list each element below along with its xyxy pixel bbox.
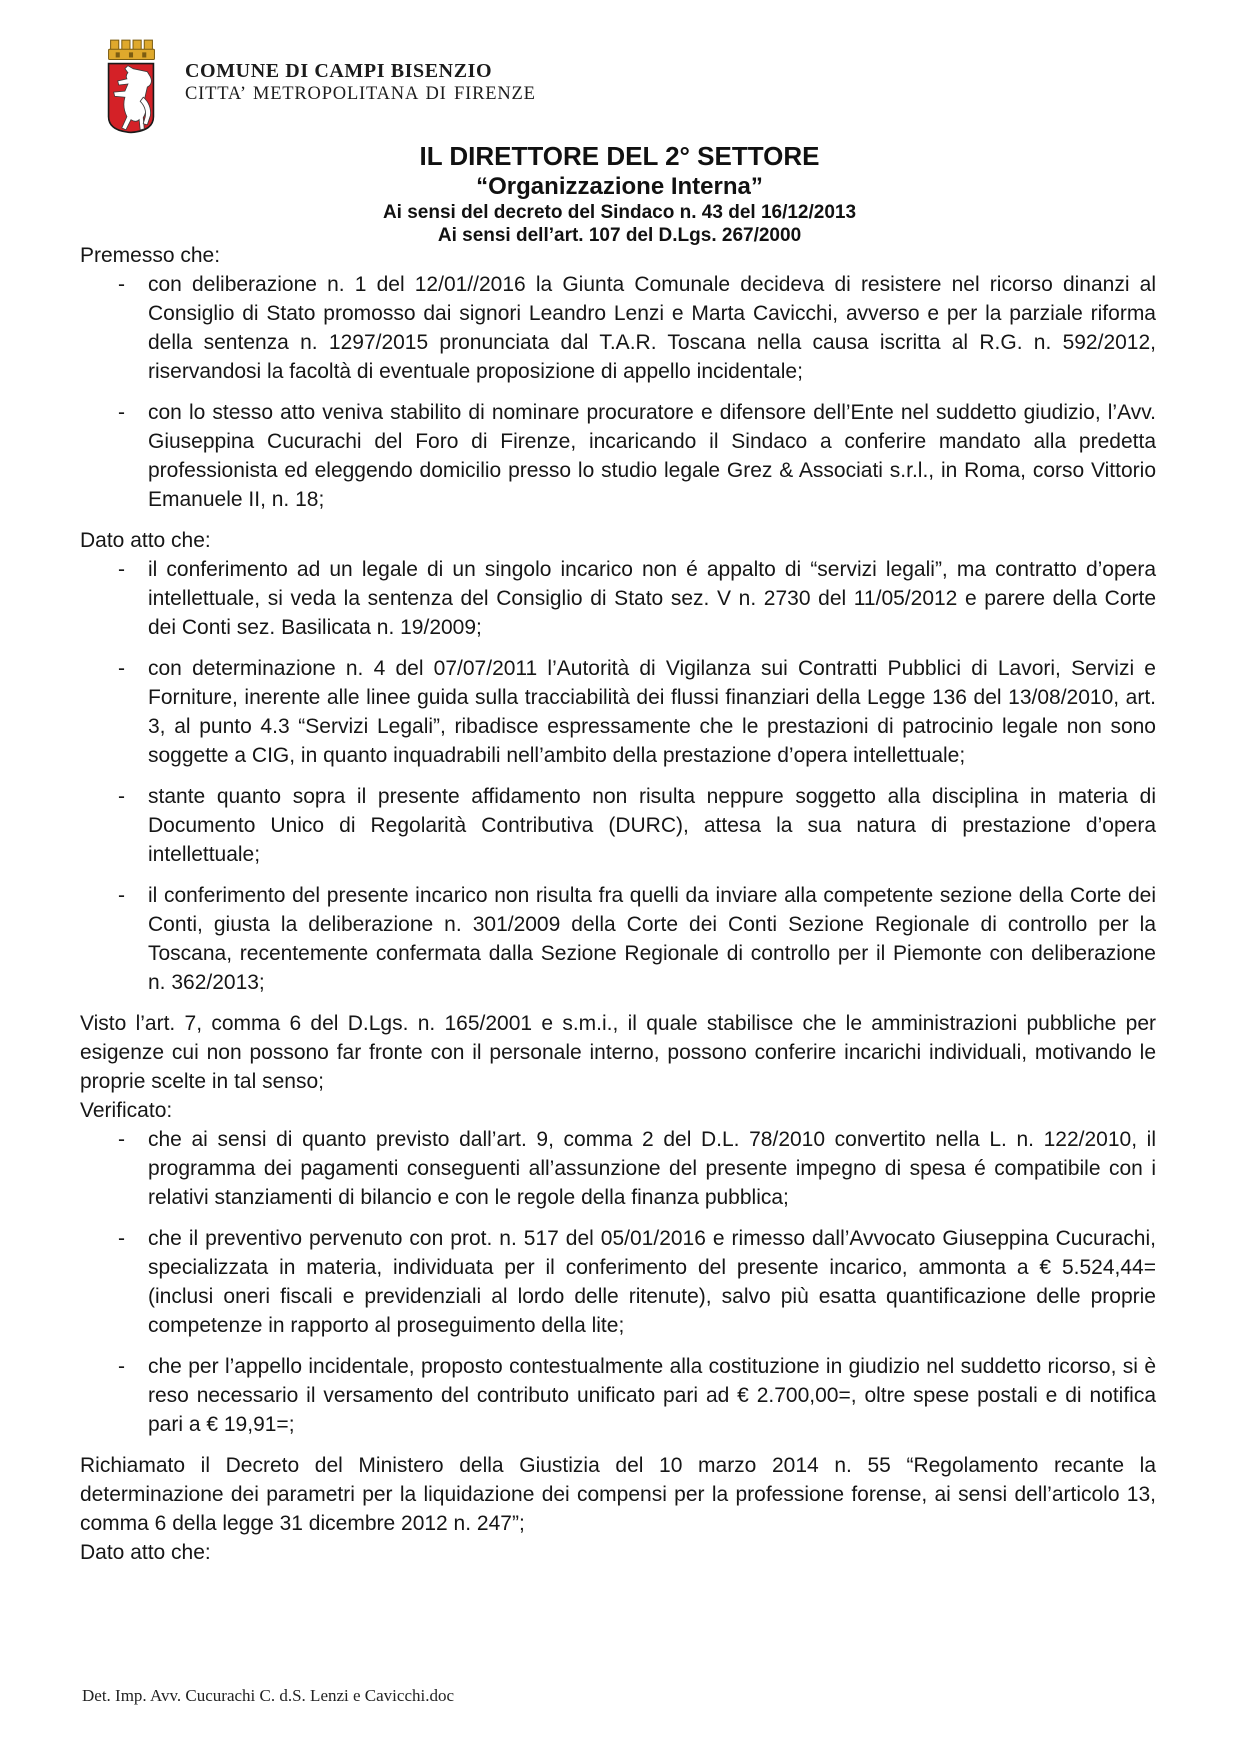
list-item-text: il conferimento ad un legale di un singolo incarico non é appalto di “servizi legali”, ma contratto d’opera intellettuale, si veda la sentenza del Consiglio di Stato sez. V n. 2730 del 11/05/2012 e parere della Corte dei Conti sez. Basilicata n. 19/2009; (148, 558, 1156, 639)
list-item-text: stante quanto sopra il presente affidamento non risulta neppure soggetto alla disciplina in materia di Documento Unico di Regolarità Contributiva (DURC), attesa la sua natura di prestazione d’opera intellettuale; (148, 785, 1156, 866)
bullet-dash: - (118, 785, 125, 808)
footer-filename: Det. Imp. Avv. Cucurachi C. d.S. Lenzi e Cavicchi.doc (82, 1686, 455, 1705)
coat-of-arms-icon (99, 34, 163, 136)
list-item-text: con deliberazione n. 1 del 12/01//2016 la Giunta Comunale decideva di resistere nel ricorso dinanzi al Consiglio di Stato promosso dai signori Leandro Lenzi e Marta Cavicchi, avverso e per la parziale riforma della sentenza n. 1297/2015 pronunciata dal T.A.R. Toscana nella causa iscritta al R.G. n. 592/2012, riservandosi la facoltà di eventuale proposizione di appello incidentale; (148, 273, 1156, 383)
bullet-dash: - (118, 1128, 125, 1151)
list-item (80, 1352, 1156, 1439)
list-item-text: il conferimento del presente incarico non risulta fra quelli da inviare alla competente sezione della Corte dei Conti, giusta la deliberazione n. 301/2009 della Corte dei Conti Sezione Regionale di controllo per la Toscana, recentemente confermata dalla Sezione Regionale di controllo per il Piemonte con deliberazione n. 362/2013; (148, 884, 1156, 994)
bullet-dash: - (118, 884, 125, 907)
title-block (0, 141, 1239, 247)
list-item (80, 270, 1156, 386)
list-item (80, 555, 1156, 642)
document-body (80, 241, 1156, 1567)
bullet-dash: - (118, 273, 125, 296)
paragraph-visto: Visto l’art. 7, comma 6 del D.Lgs. n. 165/2001 e s.m.i., il quale stabilisce che le amministrazioni pubbliche per esigenze cui non possono far fronte con il personale interno, possono conferire incarichi individuali, motivando le proprie scelte in tal senso; (80, 1012, 1156, 1093)
bullet-dash: - (118, 1355, 125, 1378)
org-name: COMUNE DI CAMPI BISENZIO (185, 60, 493, 82)
list-item (80, 654, 1156, 770)
bullet-dash: - (118, 401, 125, 424)
list-item (80, 782, 1156, 869)
list-item (80, 1224, 1156, 1340)
list-item-text: che per l’appello incidentale, proposto contestualmente alla costituzione in giudizio nel suddetto ricorso, si è reso necessario il versamento del contributo unificato pari ad € 2.700,00=, oltre spese postali e di notifica pari a € 19,91=; (148, 1355, 1156, 1436)
page-subtitle: “Organizzazione Interna” (476, 173, 763, 200)
list-item-text: con determinazione n. 4 del 07/07/2011 l’Autorità di Vigilanza sui Contratti Pubblici di Lavori, Servizi e Forniture, inerente alle linee guida sulla tracciabilità dei flussi finanziari della Legge 136 del 13/08/2010, art. 3, al punto 4.3 “Servizi Legali”, ribadisce espressamente che le prestazioni di patrocinio legale non sono soggette a CIG, in quanto inquadrabili nell’ambito della prestazione d’opera intellettuale; (148, 657, 1156, 767)
title-reference-1: Ai sensi del decreto del Sindaco n. 43 del 16/12/2013 (382, 202, 857, 223)
section-heading-premesso: Premesso che: (80, 244, 221, 267)
crown-icon (109, 40, 155, 59)
title-reference-2: Ai sensi dell’art. 107 del D.Lgs. 267/2000 (437, 225, 802, 246)
section-heading-dato-atto: Dato atto che: (80, 529, 211, 552)
paragraph-richiamato: Richiamato il Decreto del Ministero della Giustizia del 10 marzo 2014 n. 55 “Regolamento recante la determinazione dei parametri per la liquidazione dei compensi per la professione forense, ai sensi dell’articolo 13, comma 6 della legge 31 dicembre 2012 n. 247”; (80, 1454, 1156, 1535)
section-heading-verificato: Verificato: (80, 1099, 173, 1122)
list-item-text: con lo stesso atto veniva stabilito di nominare procuratore e difensore dell’Ente nel suddetto giudizio, l’Avv. Giuseppina Cucurachi del Foro di Firenze, incaricando il Sindaco a conferire mandato alla predetta professionista ed eleggendo domicilio presso lo studio legale Grez & Associati s.r.l., in Roma, corso Vittorio Emanuele II, n. 18; (148, 401, 1156, 511)
letterhead-text (185, 59, 536, 105)
bullet-dash: - (118, 1227, 125, 1250)
letterhead (99, 34, 536, 136)
list-item (80, 1125, 1156, 1212)
list-item (80, 398, 1156, 514)
page-title: IL DIRETTORE DEL 2° SETTORE (419, 141, 820, 171)
bullet-dash: - (118, 657, 125, 680)
list-item-text: che il preventivo pervenuto con prot. n. 517 del 05/01/2016 e rimesso dall’Avvocato Giuseppina Cucurachi, specializzata in materia, individuata per il conferimento del presente incarico, ammonta a € 5.524,44= (inclusi oneri fiscali e previdenziali al lordo delle ritenute), salvo più esatta quantificazione delle proprie competenze in rapporto al proseguimento della lite; (148, 1227, 1156, 1337)
org-subtitle: CITTA’ METROPOLITANA DI FIRENZE (185, 84, 536, 104)
section-heading-dato-atto-2: Dato atto che: (80, 1541, 211, 1564)
bullet-dash: - (118, 558, 125, 581)
list-item-text: che ai sensi di quanto previsto dall’art. 9, comma 2 del D.L. 78/2010 convertito nella L. n. 122/2010, il programma dei pagamenti conseguenti all’assunzione del presente impegno di spesa é compatibile con i relativi stanziamenti di bilancio e con le regole della finanza pubblica; (148, 1128, 1156, 1209)
list-item (80, 881, 1156, 997)
